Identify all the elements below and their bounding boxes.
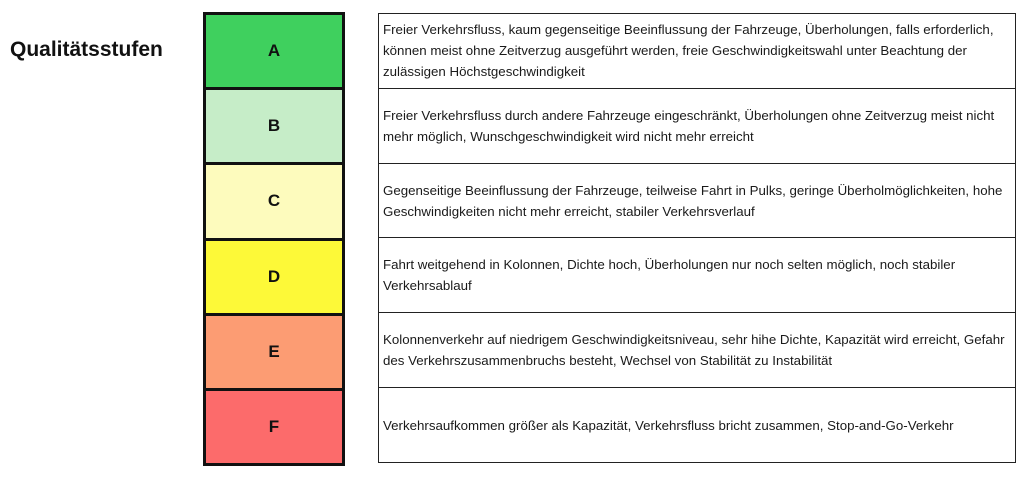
grade-cell-b: B (206, 90, 342, 165)
page-title: Qualitätsstufen (10, 38, 163, 61)
description-a: Freier Verkehrsfluss, kaum gegenseitige Beeinflussung der Fahrzeuge, Überholungen, falls erforderlich, können meist ohne Zeitverzug ausgeführt werden, freie Geschwindigkeitswahl unter Beachtung der zulässigen Höchstgeschwindigkeit (379, 14, 1015, 89)
description-table (378, 13, 1016, 463)
grade-cell-f: F (206, 391, 342, 463)
grade-cell-e: E (206, 316, 342, 391)
grade-cell-d: D (206, 241, 342, 316)
description-f: Verkehrsaufkommen größer als Kapazität, Verkehrsfluss bricht zusammen, Stop-and-Go-Verkehr (383, 417, 954, 433)
description-c: Gegenseitige Beeinflussung der Fahrzeuge, teilweise Fahrt in Pulks, geringe Überholmöglichkeiten, hohe Geschwindigkeiten nicht mehr erreicht, stabiler Verkehrsverlauf (379, 164, 1015, 239)
grade-cell-a: A (206, 15, 342, 90)
description-e: Kolonnenverkehr auf niedrigem Geschwindigkeitsniveau, sehr hihe Dichte, Kapazität wird erreicht, Gefahr des Verkehrszusammenbruchs besteht, Wechsel von Stabilität zu Instabilität (379, 313, 1015, 388)
grade-scale (203, 12, 345, 466)
description-b: Freier Verkehrsfluss durch andere Fahrzeuge eingeschränkt, Überholungen ohne Zeitverzug meist nicht mehr möglich, Wunschgeschwindigkeit wird nicht mehr erreicht (379, 89, 1015, 164)
description-d: Fahrt weitgehend in Kolonnen, Dichte hoch, Überholungen nur noch selten möglich, noch stabiler Verkehrsablauf (379, 238, 1015, 313)
grade-cell-c: C (206, 165, 342, 240)
